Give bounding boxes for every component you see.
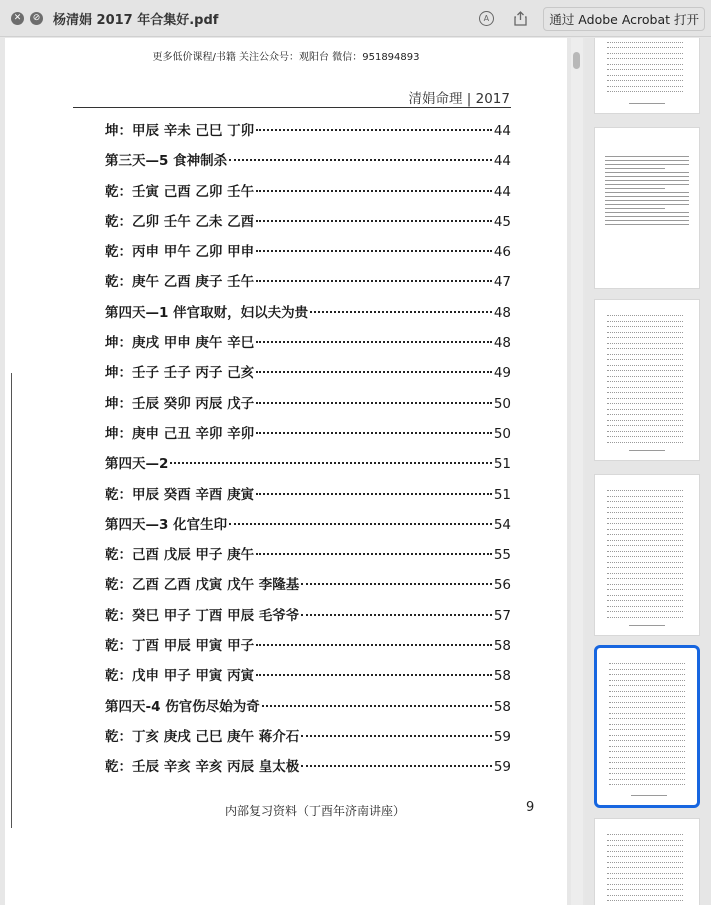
toc-row[interactable] <box>105 298 511 328</box>
leader-dots <box>301 735 492 737</box>
page-thumbnail[interactable] <box>594 38 700 114</box>
page-thumbnail-selected[interactable] <box>594 645 700 808</box>
toc-entry-page: 56 <box>493 577 511 594</box>
toc-entry-title: 乾：丁酉 甲辰 甲寅 甲子 <box>105 638 255 655</box>
thumb-toc-line <box>607 877 683 879</box>
thumb-toc-line <box>607 380 683 382</box>
toc-row[interactable] <box>105 631 511 661</box>
toc-row[interactable] <box>105 752 511 782</box>
thumb-toc-line <box>607 342 683 344</box>
toc-row[interactable] <box>105 389 511 419</box>
toc-entry-title: 第四天—2 <box>105 456 169 473</box>
toc-entry-title: 第四天—1 伴官取财，妇以夫为贵 <box>105 304 309 321</box>
thumb-toc-line <box>607 347 683 349</box>
leader-dots <box>310 311 492 313</box>
thumb-text-line <box>605 204 689 205</box>
leader-dots <box>256 432 492 434</box>
thumb-toc-line <box>607 605 683 607</box>
thumb-toc-line <box>609 679 685 681</box>
thumb-toc-line <box>607 550 683 552</box>
thumb-toc-line <box>607 899 683 901</box>
toc-entry-title: 乾：己酉 戊辰 甲子 庚午 <box>105 547 255 564</box>
page-thumbnail[interactable] <box>594 127 700 289</box>
thumb-toc-line <box>607 413 683 415</box>
toc-entry-page: 44 <box>493 153 511 170</box>
thumb-toc-line <box>607 46 683 48</box>
thumb-text-line <box>605 196 689 197</box>
toc-entry-title: 乾：戊申 甲子 甲寅 丙寅 <box>105 668 255 685</box>
toc-entry-title: 乾：壬寅 己酉 乙卯 壬午 <box>105 183 255 200</box>
toc-row[interactable] <box>105 419 511 449</box>
thumb-toc-line <box>607 522 683 524</box>
thumb-toc-line <box>607 85 683 87</box>
leader-dots <box>256 553 492 555</box>
toc-entry-page: 58 <box>493 698 511 715</box>
thumb-toc-line <box>607 599 683 601</box>
thumb-toc-line <box>607 839 683 841</box>
toc-entry-page: 58 <box>493 668 511 685</box>
thumb-toc-line <box>607 320 683 322</box>
thumb-toc-line <box>607 572 683 574</box>
thumb-toc-line <box>607 888 683 890</box>
thumb-toc-line <box>607 435 683 437</box>
thumb-toc-line <box>607 57 683 59</box>
minimize-icon[interactable]: ⊘ <box>30 12 43 25</box>
toc-row[interactable] <box>105 692 511 722</box>
toc-row[interactable] <box>105 177 511 207</box>
toc-entry-page: 48 <box>493 335 511 352</box>
thumb-toc-line <box>607 358 683 360</box>
thumb-footer-line <box>629 625 665 626</box>
thumb-toc-line <box>607 500 683 502</box>
toc-entry-page: 54 <box>493 516 511 533</box>
toc-row[interactable] <box>105 601 511 631</box>
thumb-toc-line <box>609 728 685 730</box>
thumb-text-line <box>605 180 689 181</box>
toc-row[interactable] <box>105 480 511 510</box>
thumb-toc-line <box>607 577 683 579</box>
page-header: 更多低价课程/书籍 关注公众号：观阳台 微信：951894893 <box>152 52 420 63</box>
toc-row[interactable] <box>105 661 511 691</box>
thumb-toc-line <box>607 397 683 399</box>
toc-entry-title: 乾：庚午 乙酉 庚子 壬午 <box>105 274 255 291</box>
toc-entry-page: 44 <box>493 123 511 139</box>
thumb-text-line <box>605 208 665 209</box>
thumb-toc-line <box>607 872 683 874</box>
margin-line <box>11 373 12 828</box>
thumb-text-line <box>605 188 665 189</box>
thumb-text-line <box>605 156 689 157</box>
leader-dots <box>256 250 492 252</box>
thumb-toc-line <box>607 583 683 585</box>
thumb-toc-line <box>609 668 685 670</box>
leader-dots <box>256 371 492 373</box>
toc-entry-title: 乾：乙卯 壬午 乙未 乙酉 <box>105 213 255 230</box>
thumb-toc-line <box>609 739 685 741</box>
page-thumbnail[interactable] <box>594 299 700 461</box>
toc-row[interactable] <box>105 328 511 358</box>
toc-row[interactable] <box>105 449 511 479</box>
thumb-toc-line <box>607 533 683 535</box>
toc-row[interactable] <box>105 722 511 752</box>
thumb-toc-line <box>607 833 683 835</box>
thumbnail-sidebar <box>585 38 711 905</box>
toc-entry-page: 48 <box>493 304 511 321</box>
thumb-toc-line <box>607 353 683 355</box>
thumb-footer-line <box>631 795 667 796</box>
thumb-toc-line <box>607 517 683 519</box>
close-icon[interactable]: ✕ <box>11 12 24 25</box>
toc-entry-title: 乾：丁亥 庚戌 己巳 庚午 蒋介石 <box>105 728 300 745</box>
toc-entry-title: 坤：甲辰 辛未 己巳 丁卯 <box>105 123 255 139</box>
thumb-text-line <box>605 172 689 173</box>
toc-row[interactable] <box>105 146 511 176</box>
book-title: 清娟命理 | 2017 <box>408 91 510 107</box>
thumb-toc-line <box>607 566 683 568</box>
thumb-toc-line <box>607 883 683 885</box>
thumb-toc-line <box>607 855 683 857</box>
leader-dots <box>229 523 492 525</box>
thumb-toc-line <box>607 419 683 421</box>
thumb-toc-line <box>607 391 683 393</box>
thumb-toc-line <box>607 544 683 546</box>
scrollbar[interactable] <box>571 38 583 905</box>
toc-entry-page: 46 <box>493 244 511 261</box>
toc-row[interactable] <box>105 510 511 540</box>
toc-entry-title: 第四天—3 化官生印 <box>105 516 228 533</box>
thumb-toc-line <box>607 861 683 863</box>
thumb-toc-line <box>607 844 683 846</box>
thumb-toc-line <box>607 63 683 65</box>
thumb-text-line <box>605 176 689 177</box>
thumb-toc-line <box>609 690 685 692</box>
thumb-toc-line <box>609 706 685 708</box>
leader-dots <box>256 341 492 343</box>
thumb-toc-line <box>609 701 685 703</box>
toc-entry-title: 乾：癸巳 甲子 丁酉 甲辰 毛爷爷 <box>105 607 300 624</box>
thumb-toc-line <box>607 539 683 541</box>
thumb-text-line <box>605 220 689 221</box>
toc-row[interactable] <box>105 358 511 388</box>
thumb-text-line <box>605 184 689 185</box>
header-rule <box>73 107 511 108</box>
thumb-toc-line <box>607 489 683 491</box>
pdf-page <box>5 38 567 905</box>
thumb-toc-line <box>607 90 683 92</box>
toc-entry-page: 45 <box>493 213 511 230</box>
thumb-toc-line <box>609 750 685 752</box>
leader-dots <box>262 705 492 707</box>
thumb-toc-line <box>607 314 683 316</box>
thumb-toc-line <box>607 369 683 371</box>
thumb-toc-line <box>607 52 683 54</box>
thumb-text-line <box>605 212 689 213</box>
leader-dots <box>301 765 492 767</box>
thumb-footer-line <box>629 450 665 451</box>
window-title: 杨清娟 2017 年合集好.pdf <box>53 12 219 28</box>
toc-entry-title: 第三天—5 食神制杀 <box>105 153 228 170</box>
thumb-text-line <box>605 224 689 225</box>
thumb-text-line <box>605 200 689 201</box>
thumb-toc-line <box>607 364 683 366</box>
toc-row[interactable] <box>105 116 511 146</box>
toc-entry-title: 坤：壬子 壬子 丙子 己亥 <box>105 365 255 382</box>
toc-entry-page: 59 <box>493 728 511 745</box>
toc-entry-page: 50 <box>493 425 511 442</box>
page-thumbnail[interactable] <box>594 474 700 636</box>
thumb-toc-line <box>607 336 683 338</box>
title-bar <box>0 0 711 37</box>
leader-dots <box>256 402 492 404</box>
page-footer: 内部复习资料（丁酉年济南讲座） <box>224 804 405 818</box>
thumb-toc-line <box>607 441 683 443</box>
leader-dots <box>256 674 492 676</box>
thumb-toc-line <box>609 673 685 675</box>
toc-row[interactable] <box>105 570 511 600</box>
thumb-toc-line <box>609 783 685 785</box>
toc-entry-title: 乾：壬辰 辛亥 辛亥 丙辰 皇太极 <box>105 759 300 776</box>
toc-entry-page: 55 <box>493 547 511 564</box>
toc-entry-title: 坤：壬辰 癸卯 丙辰 戊子 <box>105 395 255 412</box>
thumb-toc-line <box>607 850 683 852</box>
toc-row[interactable] <box>105 540 511 570</box>
leader-dots <box>256 190 492 192</box>
thumb-toc-line <box>607 616 683 618</box>
open-with-acrobat-button[interactable]: 通过 Adobe Acrobat 打开 <box>543 7 705 31</box>
thumb-toc-line <box>607 561 683 563</box>
thumb-text-line <box>605 164 689 165</box>
leader-dots <box>256 280 492 282</box>
thumb-toc-line <box>607 386 683 388</box>
markup-icon[interactable]: A <box>475 8 497 30</box>
thumb-toc-line <box>609 717 685 719</box>
thumb-toc-line <box>609 778 685 780</box>
toc-entry-title: 乾：乙酉 乙酉 戊寅 戊午 李隆基 <box>105 577 300 594</box>
toc-entry-page: 50 <box>493 395 511 412</box>
leader-dots <box>256 129 492 131</box>
thumb-text-line <box>605 168 665 169</box>
thumb-toc-line <box>609 723 685 725</box>
scroll-thumb[interactable] <box>573 52 580 69</box>
toc-entry-title: 乾：丙申 甲午 乙卯 甲申 <box>105 244 255 261</box>
thumb-toc-line <box>607 511 683 513</box>
thumb-toc-line <box>609 772 685 774</box>
toc-entry-page: 59 <box>493 759 511 776</box>
thumb-toc-line <box>609 761 685 763</box>
thumb-text-line <box>605 160 689 161</box>
toc-row[interactable] <box>105 237 511 267</box>
thumb-toc-line <box>609 745 685 747</box>
thumb-toc-line <box>607 594 683 596</box>
toc-entry-title: 坤：庚戌 甲申 庚午 辛巳 <box>105 335 255 352</box>
page-thumbnail[interactable] <box>594 818 700 905</box>
leader-dots <box>256 220 492 222</box>
leader-dots <box>256 493 492 495</box>
thumb-text-line <box>605 216 689 217</box>
toc-entry-title: 乾：甲辰 癸酉 辛酉 庚寅 <box>105 486 255 503</box>
toc-entry-page: 47 <box>493 274 511 291</box>
thumb-text-line <box>605 192 689 193</box>
toc-entry-page: 44 <box>493 183 511 200</box>
thumb-toc-line <box>609 756 685 758</box>
thumb-toc-line <box>607 555 683 557</box>
thumb-toc-line <box>607 375 683 377</box>
thumb-toc-line <box>607 402 683 404</box>
thumb-toc-line <box>609 684 685 686</box>
toc-row[interactable] <box>105 207 511 237</box>
thumb-toc-line <box>607 41 683 43</box>
thumb-toc-line <box>607 74 683 76</box>
thumb-toc-line <box>607 79 683 81</box>
thumb-toc-line <box>609 662 685 664</box>
thumb-toc-line <box>607 588 683 590</box>
leader-dots <box>229 159 492 161</box>
toc-entry-page: 58 <box>493 638 511 655</box>
toc-row[interactable] <box>105 267 511 297</box>
toc-entry-title: 第四天-4 伤官伤尽始为奇 <box>105 698 260 715</box>
thumb-toc-line <box>607 894 683 896</box>
thumb-toc-line <box>607 866 683 868</box>
toc-entry-page: 51 <box>493 486 511 503</box>
toc-entry-page: 49 <box>493 365 511 382</box>
thumb-toc-line <box>607 610 683 612</box>
toc-entry-page: 51 <box>493 456 511 473</box>
thumb-toc-line <box>607 495 683 497</box>
thumb-toc-line <box>607 528 683 530</box>
page-number: 9 <box>526 800 535 815</box>
thumb-footer-line <box>629 103 665 104</box>
thumb-toc-line <box>607 506 683 508</box>
thumb-toc-line <box>609 695 685 697</box>
thumb-toc-line <box>607 68 683 70</box>
leader-dots <box>256 644 492 646</box>
thumb-toc-line <box>607 408 683 410</box>
toc-entry-page: 57 <box>493 607 511 624</box>
thumb-toc-line <box>607 424 683 426</box>
thumb-toc-line <box>609 712 685 714</box>
leader-dots <box>301 614 492 616</box>
thumb-toc-line <box>609 767 685 769</box>
thumb-toc-line <box>607 325 683 327</box>
thumb-toc-line <box>607 331 683 333</box>
share-icon[interactable] <box>509 8 531 30</box>
leader-dots <box>170 462 491 464</box>
leader-dots <box>301 583 492 585</box>
thumb-toc-line <box>607 430 683 432</box>
thumb-toc-line <box>609 734 685 736</box>
table-of-contents <box>105 116 511 783</box>
toc-entry-title: 坤：庚申 己丑 辛卯 辛卯 <box>105 425 255 442</box>
